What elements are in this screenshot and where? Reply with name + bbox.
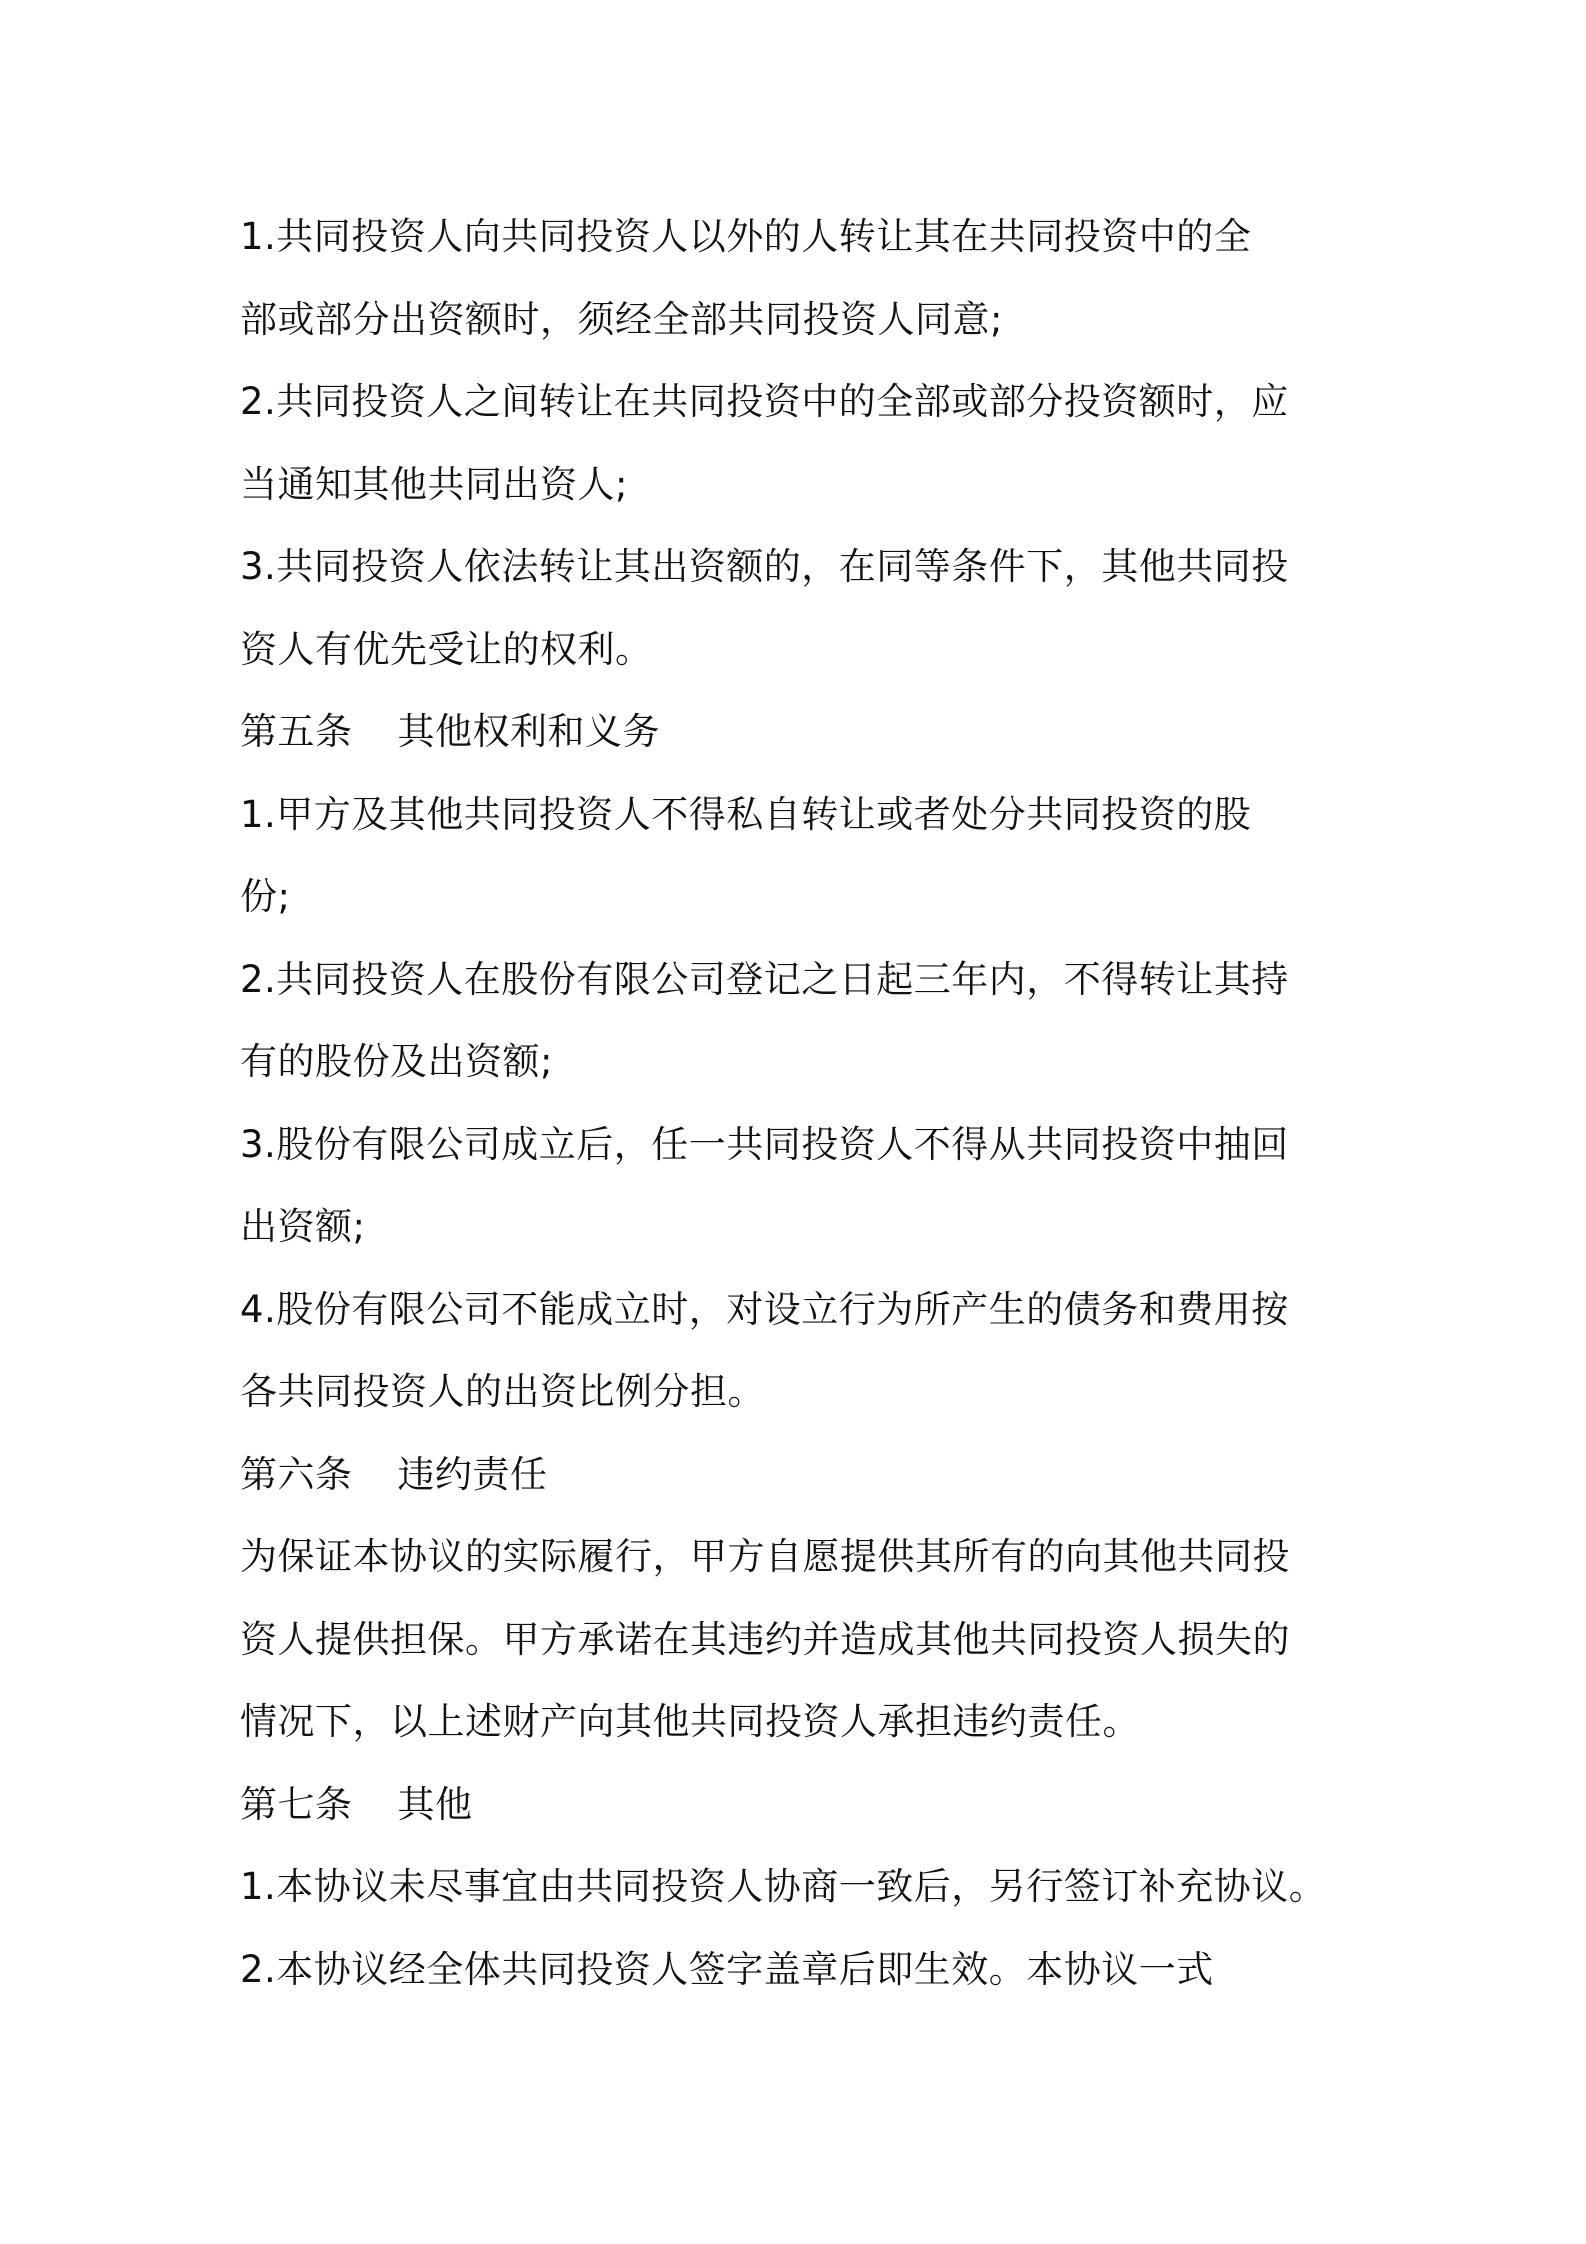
text-line: 各共同投资人的出资比例分担。 bbox=[240, 1370, 765, 1413]
text-line: 1.共同投资人向共同投资人以外的人转让其在共同投资中的全 bbox=[240, 215, 1252, 258]
text-line: 出资额; bbox=[240, 1205, 366, 1248]
article-title: 其他 bbox=[397, 1782, 473, 1826]
text-line: 当通知其他共同出资人; bbox=[240, 462, 628, 506]
article-title: 其他权利和义务 bbox=[397, 710, 660, 753]
text-line: 部或部分出资额时，须经全部共同投资人同意; bbox=[240, 297, 1003, 341]
text-line: 2.共同投资人之间转让在共同投资中的全部或部分投资额时，应 bbox=[240, 380, 1289, 423]
text-line: 2.本协议经全体共同投资人签字盖章后即生效。本协议一式 bbox=[240, 1947, 1214, 1991]
text-line: 资人有优先受让的权利。 bbox=[240, 627, 653, 671]
text-line: 为保证本协议的实际履行，甲方自愿提供其所有的向其他共同投 bbox=[240, 1535, 1290, 1578]
article-number: 第五条 bbox=[240, 710, 353, 753]
text-line: 2.共同投资人在股份有限公司登记之日起三年内，不得转让其持 bbox=[240, 957, 1289, 1001]
text-line: 份; bbox=[240, 875, 291, 918]
text-line: 情况下，以上述财产向其他共同投资人承担违约责任。 bbox=[240, 1700, 1140, 1743]
document-page bbox=[240, 196, 1360, 2011]
article-number: 第七条 bbox=[240, 1782, 353, 1826]
text-line: 资人提供担保。甲方承诺在其违约并造成其他共同投资人损失的 bbox=[240, 1617, 1290, 1661]
text-line: 1.本协议未尽事宜由共同投资人协商一致后，另行签订补充协议。 bbox=[240, 1865, 1327, 1908]
article-5-heading bbox=[240, 691, 1360, 774]
text-line: 1.甲方及其他共同投资人不得私自转让或者处分共同投资的股 bbox=[240, 792, 1252, 836]
text-line: 4.股份有限公司不能成立时，对设立行为所产生的债务和费用按 bbox=[240, 1287, 1289, 1331]
article-number: 第六条 bbox=[240, 1452, 353, 1496]
article-7-heading bbox=[240, 1764, 1360, 1847]
article-6-heading bbox=[240, 1434, 1360, 1517]
article-title: 违约责任 bbox=[397, 1452, 548, 1496]
text-line: 有的股份及出资额; bbox=[240, 1040, 553, 1083]
text-line: 3.共同投资人依法转让其出资额的，在同等条件下，其他共同投 bbox=[240, 545, 1289, 588]
text-line: 3.股份有限公司成立后，任一共同投资人不得从共同投资中抽回 bbox=[240, 1122, 1289, 1166]
